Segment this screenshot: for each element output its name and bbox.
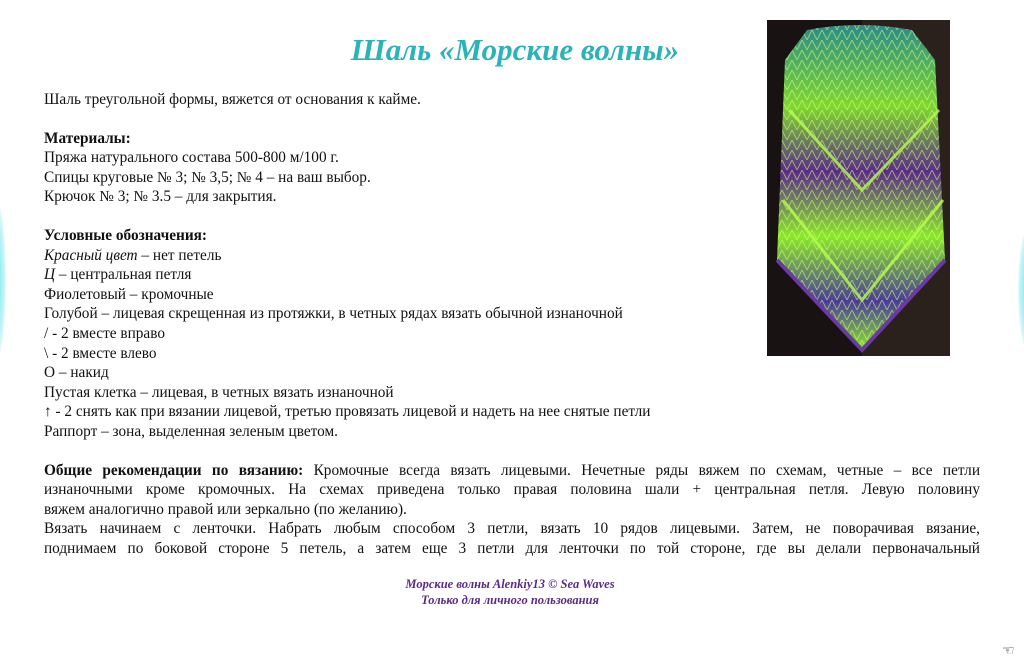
footer-line-1: Морские волны Alenkiy13 © Sea Waves bbox=[405, 577, 615, 591]
materials-item: Пряжа натурального состава 500-800 м/100 г. bbox=[44, 149, 339, 167]
legend-item: ↑ - 2 снять как при вязании лицевой, третью провязать лицевой и надеть на нее снятые петли bbox=[44, 403, 651, 421]
legend-center-term: Ц bbox=[44, 266, 56, 284]
footer-line-2: Только для личного пользования bbox=[421, 593, 599, 607]
materials-item: Спицы круговые № 3; № 3,5; № 4 – на ваш выбор. bbox=[44, 168, 371, 186]
footer-copyright bbox=[310, 576, 710, 608]
legend-item: Пустая клетка – лицевая, в четных вязать изнаночной bbox=[44, 383, 394, 401]
recommendations-text: Кромочные всегда вязать лицевыми. Нечетные ряды вяжем по схемам, четные – все петли bbox=[303, 461, 981, 479]
legend-item: О – накид bbox=[44, 364, 109, 382]
recommendations-line bbox=[44, 461, 980, 481]
legend-item: Раппорт – зона, выделенная зеленым цветом. bbox=[44, 422, 338, 440]
legend-item: Фиолетовый – кромочные bbox=[44, 285, 214, 303]
legend-heading: Условные обозначения: bbox=[44, 226, 207, 244]
legend-item: / - 2 вместе вправо bbox=[44, 324, 165, 342]
hand-cursor-icon: ☜ bbox=[1002, 644, 1015, 659]
legend-item-center bbox=[44, 265, 980, 285]
document-body bbox=[44, 90, 980, 558]
recommendations-line: вяжем аналогично правой или зеркально (по желанию). bbox=[44, 500, 407, 518]
recommendations-heading: Общие рекомендации по вязанию: bbox=[44, 461, 304, 479]
legend-center-desc: – центральная петля bbox=[55, 266, 192, 284]
legend-item-red bbox=[44, 246, 980, 266]
intro-text: Шаль треугольной формы, вяжется от основания к кайме. bbox=[44, 91, 421, 108]
legend-item: Голубой – лицевая скрещенная из протяжки, в четных рядах вязать обычной изнаночной bbox=[44, 305, 623, 323]
legend-red-desc: – нет петель bbox=[137, 246, 222, 264]
materials-item: Крючок № 3; № 3.5 – для закрытия. bbox=[44, 188, 277, 206]
legend-red-term: Красный цвет bbox=[44, 246, 138, 264]
right-edge-decoration bbox=[1018, 230, 1024, 350]
recommendations-line: Вязать начинаем с ленточки. Набрать любым способом 3 петли, вязать 10 рядов лицевыми. Затем, не поворачивая вязание, bbox=[44, 520, 980, 538]
page-title: Шаль «Морские волны» bbox=[350, 32, 680, 67]
recommendations-line: поднимаем по боковой стороне 5 петель, а затем еще 3 петли для ленточки по той стороне, где вы делали первоначальный bbox=[44, 539, 980, 557]
recommendations-line: изнаночными кроме кромочных. На схемах приведена только правая половина шали + центральная петля. Левую половину bbox=[44, 481, 980, 499]
materials-heading: Материалы: bbox=[44, 129, 131, 147]
legend-item: \ - 2 вместе влево bbox=[44, 344, 157, 362]
left-edge-decoration bbox=[0, 200, 6, 360]
